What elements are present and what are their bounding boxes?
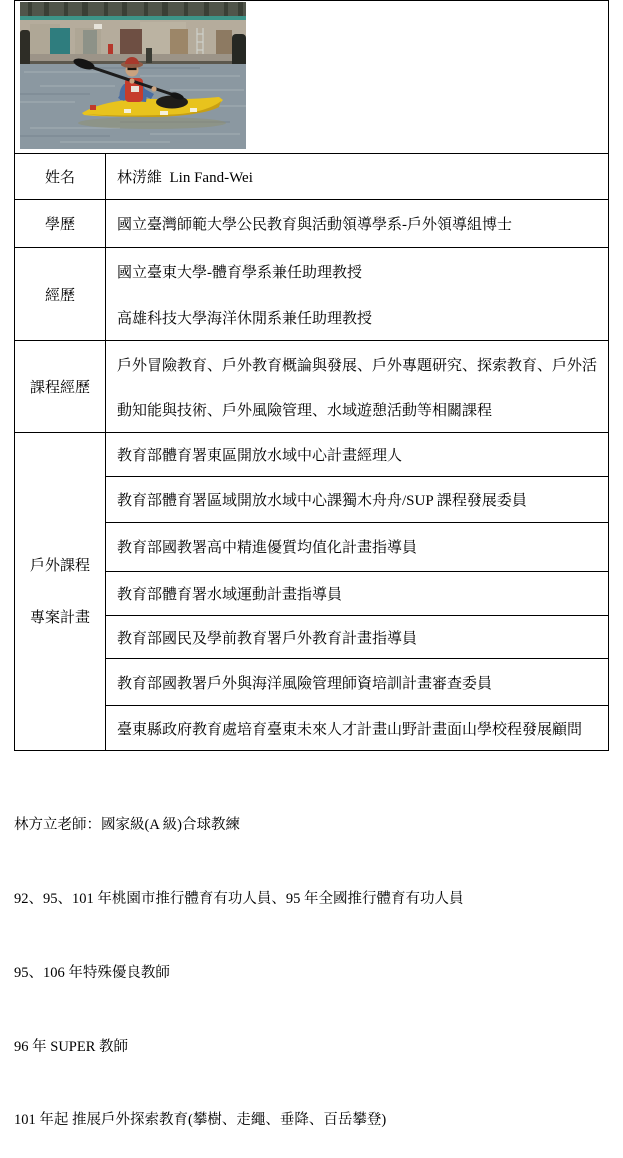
project-item: 教育部體育署水域運動計畫指導員: [106, 571, 608, 616]
experience-line-1: 國立臺東大學-體育學系兼任助理教授: [117, 264, 362, 281]
course-experience-label: 課程經歷: [15, 341, 106, 432]
project-label-line-1: 戶外課程: [29, 557, 90, 574]
row-course-experience: [15, 340, 608, 432]
education-label: 學歷: [15, 200, 106, 247]
project-item: 教育部國教署戶外與海洋風險管理師資培訓計畫審查委員: [106, 658, 608, 705]
footer-line-5: 101 年起 推展戶外探索教育(攀樹、走繩、垂降、百岳攀登): [14, 1112, 387, 1129]
name-value: 林淓維 Lin Fand-Wei: [117, 169, 253, 186]
footer-line-3: 95、106 年特殊優良教師: [14, 964, 170, 981]
row-experience: [15, 247, 608, 341]
row-name: [15, 153, 608, 199]
course-experience-value: [106, 341, 608, 432]
experience-label: 經歷: [15, 248, 106, 341]
education-value: 國立臺灣師範大學公民教育與活動領導學系-戶外領導組博士: [117, 216, 512, 233]
experience-value: [106, 248, 608, 341]
footer-line-1: 林方立老師：國家級(A 級)合球教練: [14, 817, 240, 834]
project-item: 臺東縣政府教育處培育臺東未來人才計畫山野計畫面山學校程發展顧問: [106, 705, 608, 750]
footer-notes: [14, 764, 614, 1158]
project-item: 教育部國民及學前教育署戶外教育計畫指導員: [106, 615, 608, 658]
resume-table: [14, 0, 609, 751]
course-line-1: 戶外冒險教育、戶外教育概論與發展、戶外專題研究、探索教育、戶外活: [117, 357, 598, 374]
kayaker-photo-svg: [20, 2, 246, 149]
footer-line-2: 92、95、101 年桃園市推行體育有功人員、95 年全國推行體育有功人員: [14, 890, 464, 907]
project-item: 教育部國教署高中精進優質均值化計畫指導員: [106, 522, 608, 571]
footer-line-4: 96 年 SUPER 教師: [14, 1038, 129, 1055]
kayaker-photo: [15, 1, 246, 153]
course-line-2: 動知能與技術、戶外風險管理、水域遊憩活動等相關課程: [117, 402, 493, 419]
photo-row: [15, 1, 608, 153]
project-items: [106, 433, 608, 750]
experience-line-2: 高雄科技大學海洋休閒系兼任助理教授: [117, 310, 373, 327]
name-label: 姓名: [15, 154, 106, 199]
row-education: [15, 199, 608, 247]
project-item: 教育部體育署東區開放水域中心計畫經理人: [117, 447, 403, 464]
project-section-label: [15, 433, 106, 750]
project-item: 教育部體育署區域開放水域中心課獨木舟舟/SUP 課程發展委員: [106, 476, 608, 522]
row-project-section: [15, 432, 608, 750]
project-label-line-2: 專案計畫: [29, 609, 90, 626]
